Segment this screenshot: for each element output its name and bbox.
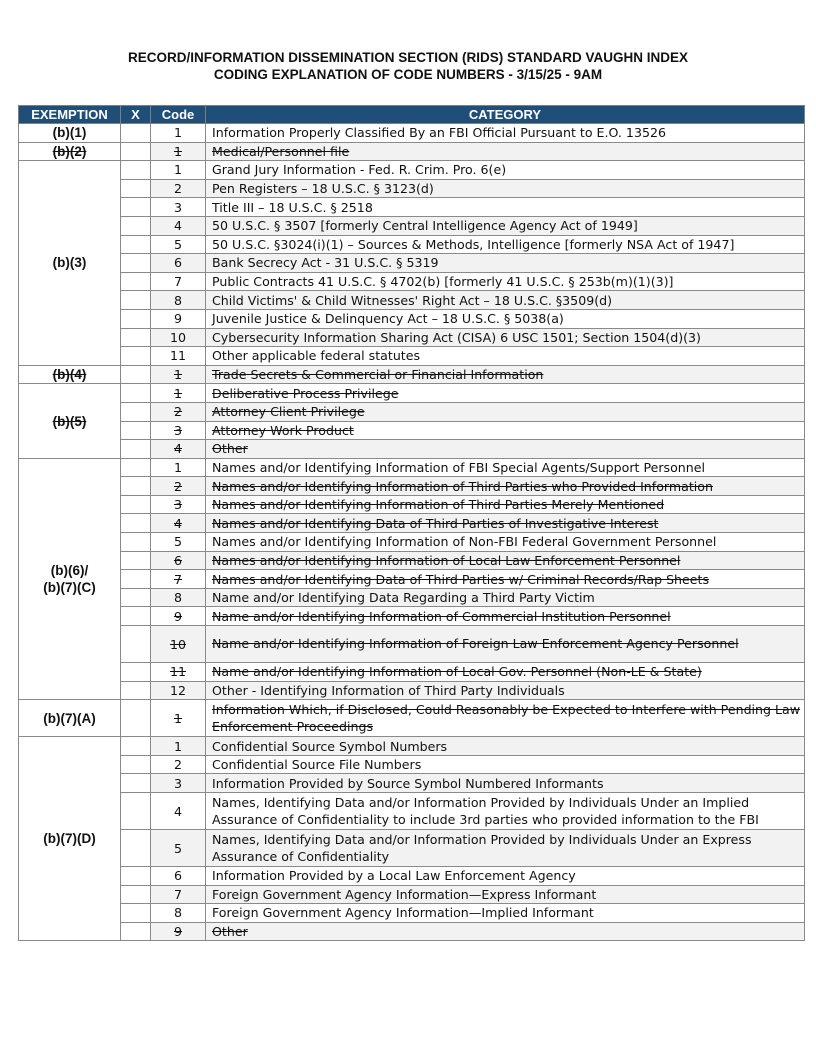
x-cell [121, 830, 151, 867]
table-row [19, 533, 805, 552]
category-cell: Other applicable federal statutes [206, 347, 805, 366]
category-cell: Pen Registers – 18 U.S.C. § 3123(d) [206, 179, 805, 198]
category-cell: Attorney Client Privilege [206, 402, 805, 421]
category-cell: Information Provided by Source Symbol Numbered Informants [206, 774, 805, 793]
code-cell: 2 [151, 402, 206, 421]
code-cell: 7 [151, 570, 206, 589]
table-row [19, 458, 805, 477]
code-cell: 3 [151, 421, 206, 440]
category-cell: Foreign Government Agency Information—Implied Informant [206, 904, 805, 923]
category-cell: Child Victims' & Child Witnesses' Right Act – 18 U.S.C. §3509(d) [206, 291, 805, 310]
x-cell [121, 458, 151, 477]
code-cell: 1 [151, 700, 206, 737]
code-cell: 7 [151, 885, 206, 904]
x-cell [121, 774, 151, 793]
category-cell: Other - Identifying Information of Third Party Individuals [206, 681, 805, 700]
table-row [19, 607, 805, 626]
category-cell: Cybersecurity Information Sharing Act (CISA) 6 USC 1501; Section 1504(d)(3) [206, 328, 805, 347]
table-row [19, 793, 805, 830]
x-cell [121, 402, 151, 421]
code-cell: 4 [151, 514, 206, 533]
category-cell: Name and/or Identifying Information of Foreign Law Enforcement Agency Personnel [206, 626, 805, 663]
code-cell: 4 [151, 440, 206, 459]
category-cell: Foreign Government Agency Information—Express Informant [206, 885, 805, 904]
x-cell [121, 124, 151, 143]
table-row [19, 700, 805, 737]
code-cell: 10 [151, 328, 206, 347]
x-cell [121, 495, 151, 514]
x-cell [121, 904, 151, 923]
exemption-cell: (b)(3) [19, 161, 121, 366]
table-row [19, 328, 805, 347]
table-row [19, 737, 805, 756]
code-cell: 2 [151, 477, 206, 496]
x-cell [121, 663, 151, 682]
table-row [19, 867, 805, 886]
table-row [19, 440, 805, 459]
category-cell: Name and/or Identifying Information of Local Gov. Personnel (Non-LE & State) [206, 663, 805, 682]
code-cell: 9 [151, 607, 206, 626]
table-row [19, 774, 805, 793]
header-code: Code [151, 106, 206, 124]
category-cell: Names and/or Identifying Data of Third Parties of Investigative Interest [206, 514, 805, 533]
table-row [19, 124, 805, 143]
code-cell: 6 [151, 551, 206, 570]
category-cell: Name and/or Identifying Data Regarding a Third Party Victim [206, 588, 805, 607]
table-row [19, 570, 805, 589]
table-row [19, 179, 805, 198]
code-cell: 11 [151, 663, 206, 682]
x-cell [121, 551, 151, 570]
table-row [19, 830, 805, 867]
code-cell: 8 [151, 291, 206, 310]
x-cell [121, 440, 151, 459]
category-cell: Name and/or Identifying Information of Commercial Institution Personnel [206, 607, 805, 626]
x-cell [121, 309, 151, 328]
table-row [19, 495, 805, 514]
category-cell: Grand Jury Information - Fed. R. Crim. Pro. 6(e) [206, 161, 805, 180]
category-cell: Other [206, 922, 805, 941]
code-cell: 2 [151, 755, 206, 774]
table-row [19, 626, 805, 663]
code-cell: 7 [151, 272, 206, 291]
x-cell [121, 179, 151, 198]
category-cell: Juvenile Justice & Delinquency Act – 18 U.S.C. § 5038(a) [206, 309, 805, 328]
x-cell [121, 607, 151, 626]
category-cell: Names and/or Identifying Data of Third Parties w/ Criminal Records/Rap Sheets [206, 570, 805, 589]
exemption-cell: (b)(6)/ (b)(7)(C) [19, 458, 121, 700]
table-row [19, 216, 805, 235]
category-cell: Information Which, if Disclosed, Could Reasonably be Expected to Interfere with Pending Law Enforcement Proceedings [206, 700, 805, 737]
category-cell: 50 U.S.C. § 3507 [formerly Central Intelligence Agency Act of 1949] [206, 216, 805, 235]
x-cell [121, 142, 151, 161]
x-cell [121, 477, 151, 496]
code-cell: 5 [151, 830, 206, 867]
category-cell: Names and/or Identifying Information of Non-FBI Federal Government Personnel [206, 533, 805, 552]
header-category: CATEGORY [206, 106, 805, 124]
x-cell [121, 885, 151, 904]
x-cell [121, 533, 151, 552]
table-row [19, 402, 805, 421]
exemption-cell: (b)(2) [19, 142, 121, 161]
table-row [19, 161, 805, 180]
code-cell: 9 [151, 922, 206, 941]
code-cell: 1 [151, 142, 206, 161]
code-cell: 1 [151, 365, 206, 384]
code-cell: 1 [151, 384, 206, 403]
x-cell [121, 365, 151, 384]
category-cell: Title III – 18 U.S.C. § 2518 [206, 198, 805, 217]
table-header-row [19, 106, 805, 124]
code-cell: 5 [151, 533, 206, 552]
code-cell: 12 [151, 681, 206, 700]
code-cell: 1 [151, 161, 206, 180]
category-cell: Other [206, 440, 805, 459]
table-row [19, 347, 805, 366]
category-cell: Bank Secrecy Act - 31 U.S.C. § 5319 [206, 254, 805, 273]
code-cell: 1 [151, 458, 206, 477]
code-cell: 3 [151, 198, 206, 217]
category-cell: Information Properly Classified By an FBI Official Pursuant to E.O. 13526 [206, 124, 805, 143]
x-cell [121, 328, 151, 347]
category-cell: Public Contracts 41 U.S.C. § 4702(b) [formerly 41 U.S.C. § 253b(m)(1)(3)] [206, 272, 805, 291]
x-cell [121, 755, 151, 774]
exemption-cell: (b)(5) [19, 384, 121, 458]
x-cell [121, 384, 151, 403]
table-row [19, 235, 805, 254]
category-cell: Names and/or Identifying Information of FBI Special Agents/Support Personnel [206, 458, 805, 477]
x-cell [121, 700, 151, 737]
table-row [19, 254, 805, 273]
code-cell: 3 [151, 495, 206, 514]
category-cell: Names and/or Identifying Information of Local Law Enforcement Personnel [206, 551, 805, 570]
vaughn-index-table [18, 105, 805, 941]
category-cell: Confidential Source Symbol Numbers [206, 737, 805, 756]
exemption-cell: (b)(4) [19, 365, 121, 384]
table-row [19, 384, 805, 403]
header-x: X [121, 106, 151, 124]
code-cell: 9 [151, 309, 206, 328]
code-cell: 4 [151, 216, 206, 235]
x-cell [121, 235, 151, 254]
category-cell: Medical/Personnel file [206, 142, 805, 161]
table-body [19, 124, 805, 941]
x-cell [121, 588, 151, 607]
x-cell [121, 681, 151, 700]
document-title-line-1: RECORD/INFORMATION DISSEMINATION SECTION (RIDS) STANDARD VAUGHN INDEX [128, 50, 688, 65]
code-cell: 6 [151, 867, 206, 886]
table-row [19, 922, 805, 941]
x-cell [121, 291, 151, 310]
x-cell [121, 867, 151, 886]
x-cell [121, 161, 151, 180]
x-cell [121, 514, 151, 533]
table-row [19, 904, 805, 923]
code-cell: 10 [151, 626, 206, 663]
x-cell [121, 272, 151, 291]
category-cell: Trade Secrets & Commercial or Financial Information [206, 365, 805, 384]
category-cell: Information Provided by a Local Law Enforcement Agency [206, 867, 805, 886]
x-cell [121, 216, 151, 235]
table-row [19, 663, 805, 682]
x-cell [121, 347, 151, 366]
category-cell: Attorney Work Product [206, 421, 805, 440]
table-row [19, 551, 805, 570]
x-cell [121, 254, 151, 273]
category-cell: Names and/or Identifying Information of Third Parties who Provided Information [206, 477, 805, 496]
x-cell [121, 922, 151, 941]
table-row [19, 681, 805, 700]
x-cell [121, 198, 151, 217]
x-cell [121, 737, 151, 756]
code-cell: 1 [151, 737, 206, 756]
table-row [19, 142, 805, 161]
code-cell: 3 [151, 774, 206, 793]
exemption-cell: (b)(7)(D) [19, 737, 121, 941]
table-row [19, 885, 805, 904]
code-cell: 4 [151, 793, 206, 830]
category-cell: Deliberative Process Privilege [206, 384, 805, 403]
table-row [19, 272, 805, 291]
table-row [19, 755, 805, 774]
code-cell: 2 [151, 179, 206, 198]
category-cell: 50 U.S.C. §3024(i)(1) – Sources & Methods, Intelligence [formerly NSA Act of 1947] [206, 235, 805, 254]
category-cell: Confidential Source File Numbers [206, 755, 805, 774]
table-row [19, 477, 805, 496]
code-cell: 11 [151, 347, 206, 366]
code-cell: 5 [151, 235, 206, 254]
exemption-cell: (b)(1) [19, 124, 121, 143]
document-title-line-2: CODING EXPLANATION OF CODE NUMBERS - 3/15/25 - 9AM [213, 67, 603, 82]
table-row [19, 365, 805, 384]
category-cell: Names, Identifying Data and/or Information Provided by Individuals Under an Express Assurance of Confidentiality [206, 830, 805, 867]
table-row [19, 291, 805, 310]
table-row [19, 514, 805, 533]
code-cell: 1 [151, 124, 206, 143]
exemption-cell: (b)(7)(A) [19, 700, 121, 737]
x-cell [121, 626, 151, 663]
x-cell [121, 421, 151, 440]
code-cell: 8 [151, 904, 206, 923]
table-row [19, 198, 805, 217]
code-cell: 8 [151, 588, 206, 607]
x-cell [121, 570, 151, 589]
header-exemption: EXEMPTION [19, 106, 121, 124]
category-cell: Names, Identifying Data and/or Information Provided by Individuals Under an Implied Assurance of Confidentiality to include 3rd parties who provided information to the FBI [206, 793, 805, 830]
table-row [19, 588, 805, 607]
x-cell [121, 793, 151, 830]
category-cell: Names and/or Identifying Information of Third Parties Merely Mentioned [206, 495, 805, 514]
code-cell: 6 [151, 254, 206, 273]
table-row [19, 309, 805, 328]
table-row [19, 421, 805, 440]
